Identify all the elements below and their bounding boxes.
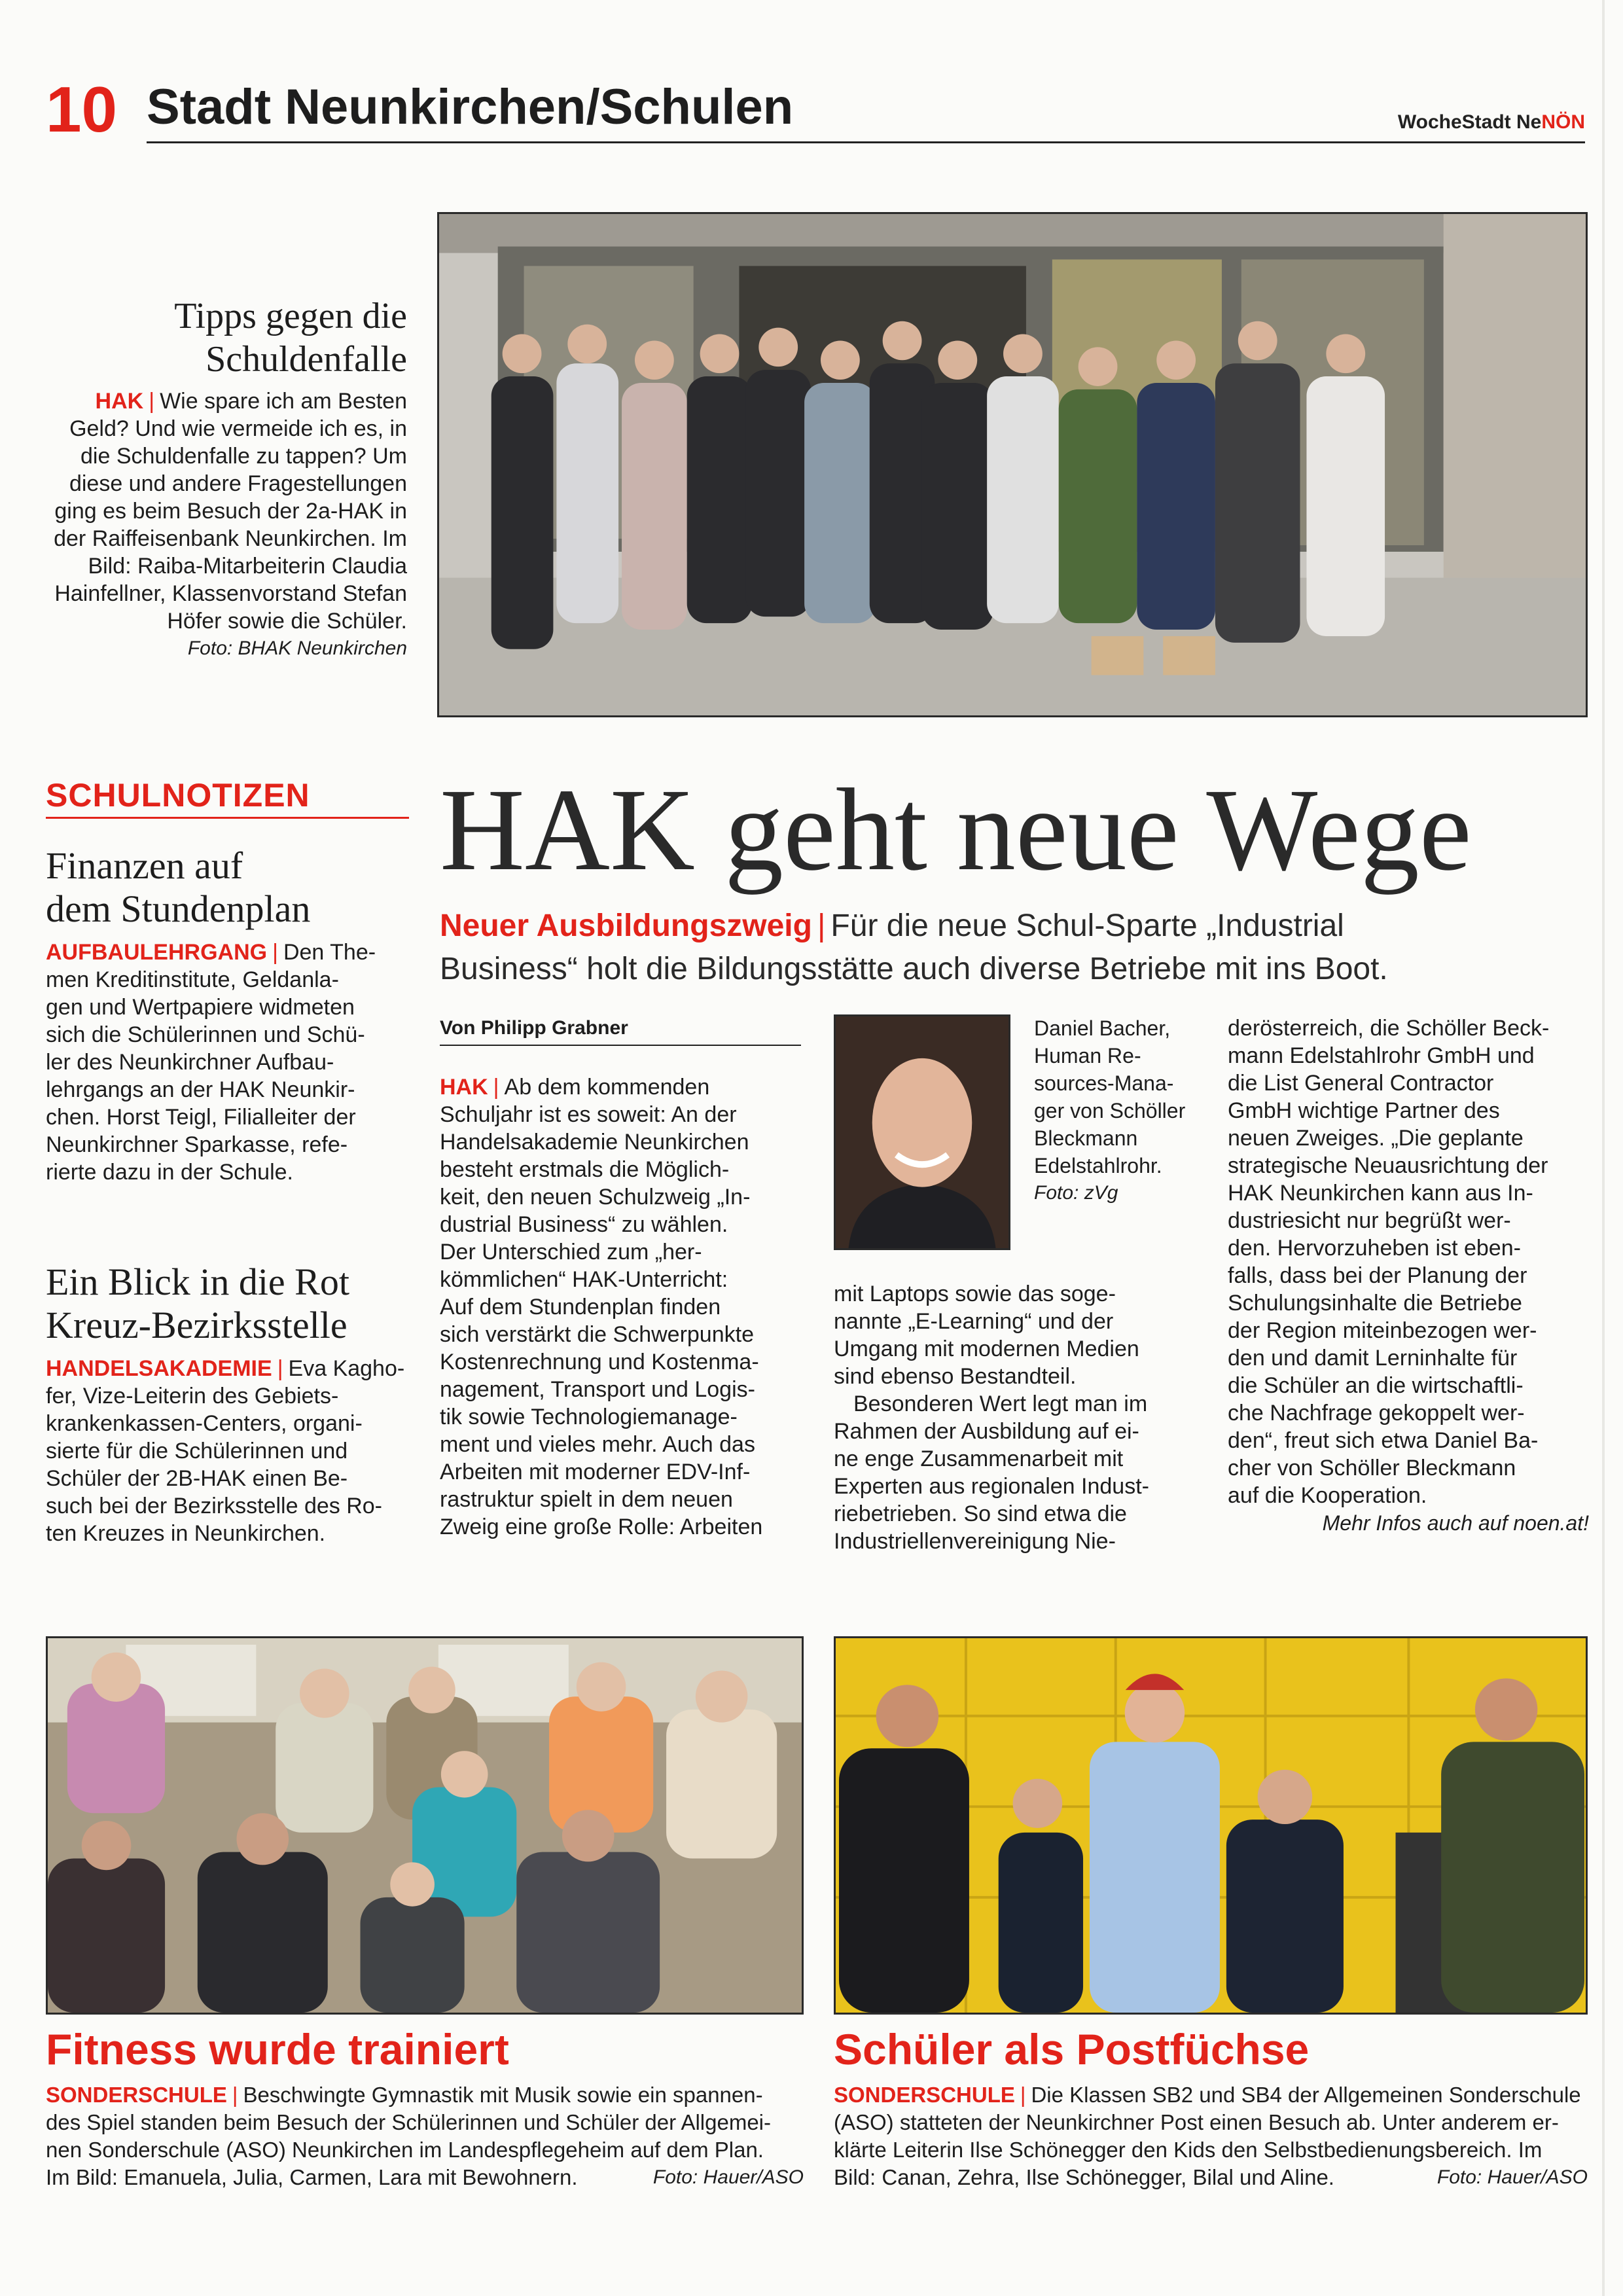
portrait-caption: Daniel Bacher, Human Re- sources-Mana- ger von Schöller Bleckmann Edelstahlrohr. Foto: zVg [1034, 1014, 1198, 1207]
main-headline: HAK geht neue Wege [440, 764, 1472, 895]
byline: Von Philipp Grabner [440, 1017, 628, 1039]
text-line: diese und andere Fragestellungen [69, 471, 407, 496]
notiz-rotkreuz-body: HANDELSAKADEMIE | Eva Kagho- fer, Vize-Leiterin des Gebiets- krankenkassen-Centers, organi- sierte für die Schülerinnen und Schüler der 2B-HAK einen Be- such bei der Bezirksstelle des Ro- ten Kreuzes in Neunkirchen. [46, 1356, 405, 1546]
post-body: SONDERSCHULE | Die Klassen SB2 und SB4 der Allgemeinen Sonderschule (ASO) statteten der Neunkirchner Post einen Besuch ab. Unter anderem er- klärte Leiterin Ilse Schönegger den Kids den Selbstbedienungsbereich. Im Bild: Canan, Zehra, Ilse Schönegger, Bilal und Aline. Foto: Hauer/ASO [834, 2081, 1588, 2191]
story-tipps-headline [46, 295, 407, 381]
fitness-headline: Fitness wurde trainiert [46, 2025, 509, 2073]
text-line: Bild: Raiba-Mitarbeiterin Claudia [88, 554, 407, 579]
notiz-rotkreuz-headline: Ein Blick in die Rot Kreuz-Bezirksstelle [46, 1261, 349, 1346]
deck-kicker: Neuer Ausbildungszweig | [440, 908, 826, 943]
section-title: Stadt Neunkirchen/Schulen [147, 79, 794, 135]
story-kicker: HANDELSAKADEMIE | [46, 1356, 283, 1381]
headline-line: Tipps gegen die [174, 296, 407, 336]
brand-noen-logo: NÖN [1541, 111, 1585, 133]
story-kicker: SONDERSCHULE | [46, 2083, 238, 2107]
portrait-illustration [836, 1016, 1008, 1248]
notiz-finanzen [46, 844, 409, 1186]
text-line: die Schuldenfalle zu tappen? Um [80, 444, 407, 469]
portrait-daniel-bacher [834, 1014, 1010, 1250]
text-line: Hainfellner, Klassenvorstand Stefan [54, 581, 407, 606]
notiz-finanzen-headline: Finanzen auf dem Stundenplan [46, 844, 311, 930]
story-kicker: HAK | [440, 1075, 499, 1100]
header-rule [147, 141, 1585, 143]
photo-post-visit [834, 1636, 1588, 2015]
text-line: Geld? Und wie vermeide ich es, in [69, 416, 407, 441]
story-tipps [46, 295, 407, 662]
post-photo-illustration [836, 1638, 1586, 2013]
publication-brand [1398, 111, 1585, 134]
story-tipps-body: HAK | Wie spare ich am Besten Geld? Und wie vermeide ich es, in die Schuldenfalle zu tappen? Um diese und andere Fragestellungen ging es beim Besuch der 2a-HAK in der Raiffeisenbank Neunkirchen. Im Bild: Raiba-Mitarbeiterin Claudia Hainfellner, Klassenvorstand Stefan Höfer sowie die Schüler. Foto: BHAK Neunkirchen [46, 387, 407, 662]
more-info-link: Mehr Infos auch auf noen.at! [1322, 1511, 1589, 1535]
schulnotizen-label: SCHULNOTIZEN [46, 777, 310, 814]
photo-credit: Foto: BHAK Neunkirchen [187, 637, 407, 659]
brand-name: WocheStadt Ne [1397, 111, 1542, 133]
notiz-rotkreuz [46, 1261, 409, 1547]
text-line: der Raiffeisenbank Neunkirchen. Im [54, 526, 407, 551]
post-last-line: Bild: Canan, Zehra, Ilse Schönegger, Bilal und Aline. Foto: Hauer/ASO [834, 2164, 1588, 2191]
photo-fitness-pflegeheim [46, 1636, 804, 2015]
photo-credit: Foto: Hauer/ASO [652, 2166, 804, 2188]
fitness-body: SONDERSCHULE | Beschwingte Gymnastik mit Musik sowie ein spannen- des Spiel standen beim Besuch der Schülerinnen und Schüler der Allgemei- nen Sonderschule (ASO) Neunkirchen im Landespflegeheim auf dem Plan. Im Bild: Emanuela, Julia, Carmen, Lara mit Bewohnern. Foto: Hauer/ASO [46, 2081, 804, 2191]
main-column-1: HAK | Ab dem kommenden Schuljahr ist es soweit: An der Handelsakademie Neunkirchen besteht erstmals die Möglich- keit, den neuen Schulzweig „In- dustrial Business“ zu wählen. Der Unterschied zum „her- kömmlichen“ HAK-Unterricht: Auf dem Stundenplan finden sich verstärkt die Schwerpunkte Kostenrechnung und Kostenma- nagement, Transport und Logis- tik sowie Technologiemanage- ment und vieles mehr. Auch das Arbeiten mit moderner EDV-Inf- rastruktur spielt in dem neuen Zweig eine große Rolle: Arbeiten [440, 1075, 763, 1539]
schulnotizen-rule [46, 817, 409, 819]
text-line: ging es beim Besuch der 2a-HAK in [54, 499, 407, 524]
story-kicker: AUFBAULEHRGANG | [46, 940, 278, 965]
group-photo-illustration [439, 214, 1586, 715]
headline-line: Schuldenfalle [205, 339, 407, 380]
fitness-photo-illustration [48, 1638, 802, 2013]
group-photo-hak-students [437, 212, 1588, 717]
main-column-3: derösterreich, die Schöller Beck- mann Edelstahlrohr GmbH und die List General Contractor GmbH wichtige Partner des neuen Zweiges. „Die geplante strategische Neuausrichtung der HAK Neunkirchen kann aus In- dustriesicht nur begrüßt wer- den. Hervorzuheben ist eben- falls, dass bei der Planung der Schulungsinhalte die Betriebe der Region miteinbezogen wer- den und damit Lerninhalte für die Schüler an die wirtschaftli- che Nachfrage gekoppelt wer- den“, freut sich etwa Daniel Ba- cher von Schöller Bleckmann auf die Kooperation. Mehr Infos auch auf noen.at! [1228, 1014, 1589, 1537]
post-headline: Schüler als Postfüchse [834, 2025, 1310, 2073]
notiz-finanzen-body: AUFBAULEHRGANG | Den The- men Kreditinstitute, Geldanla- gen und Wertpapiere widmeten sich die Schülerinnen und Schü- ler des Neunkirchner Aufbau- lehrgangs an der HAK Neunkir- chen. Horst Teigl, Filialleiter der Neunkirchner Sparkasse, refe- rierte dazu in der Schule. [46, 940, 376, 1185]
story-kicker: SONDERSCHULE | [834, 2083, 1026, 2107]
main-column-2: mit Laptops sowie das soge- nannte „E-Learning“ und der Umgang mit modernen Medien sind ebenso Bestandteil. Besonderen Wert legt man im Rahmen der Ausbildung auf ei- ne enge Zusammenarbeit mit Experten aus regionalen Indust- riebetrieben. So sind etwa die Industriellenvereinigung Nie- [834, 1282, 1149, 1554]
page-fold-edge [1602, 0, 1605, 2296]
byline-rule [440, 1045, 801, 1046]
photo-credit: Foto: zVg [1034, 1182, 1118, 1204]
main-deck: Neuer Ausbildungszweig | Für die neue Schul-Sparte „Industrial Business“ holt die Bildungsstätte auch diverse Betriebe mit ins Boot. [440, 908, 1388, 986]
photo-credit: Foto: Hauer/ASO [1436, 2166, 1588, 2188]
text-line: Höfer sowie die Schüler. [167, 609, 407, 634]
page-number: 10 [46, 73, 118, 145]
fitness-last-line: Im Bild: Emanuela, Julia, Carmen, Lara mit Bewohnern. Foto: Hauer/ASO [46, 2164, 804, 2191]
story-kicker: HAK | [95, 389, 155, 414]
